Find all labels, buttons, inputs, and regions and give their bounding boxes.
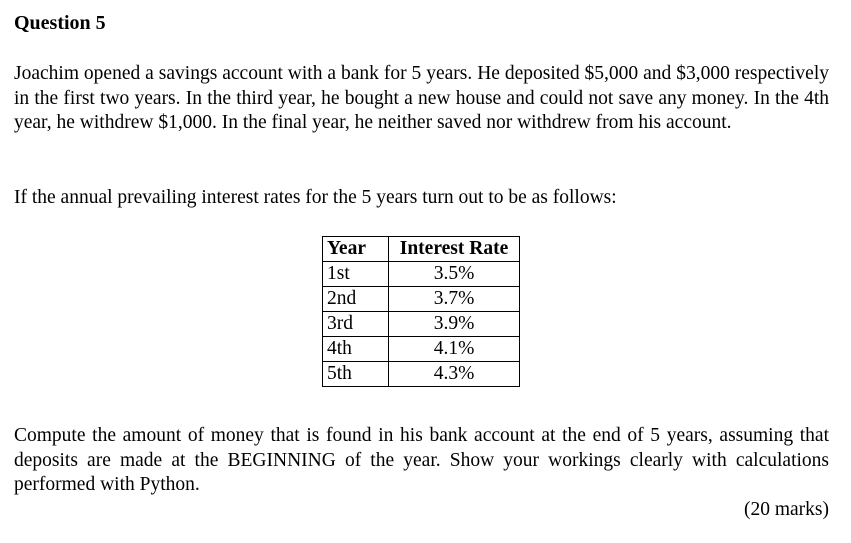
table-cell-rate: 4.1% <box>389 337 520 362</box>
interest-rate-table <box>322 236 520 387</box>
table-cell-year: 2nd <box>323 287 389 312</box>
table-header-year: Year <box>323 237 389 262</box>
table-cell-year: 1st <box>323 262 389 287</box>
table-row <box>323 312 520 337</box>
table-cell-rate: 4.3% <box>389 362 520 387</box>
table-header-row <box>323 237 520 262</box>
table-row <box>323 337 520 362</box>
table-row <box>323 362 520 387</box>
table-cell-year: 4th <box>323 337 389 362</box>
table-cell-rate: 3.5% <box>389 262 520 287</box>
question-paragraph-task: Compute the amount of money that is found in his bank account at the end of 5 years, assuming that deposits are made at the BEGINNING of the year. Show your workings clearly with calculations performed with Python. <box>14 425 829 495</box>
table-cell-rate: 3.9% <box>389 312 520 337</box>
table-cell-year: 5th <box>323 362 389 387</box>
table-cell-rate: 3.7% <box>389 287 520 312</box>
table-cell-year: 3rd <box>323 312 389 337</box>
table-row <box>323 287 520 312</box>
table-header-interest-rate: Interest Rate <box>389 237 520 262</box>
marks-label: (20 marks) <box>743 499 829 520</box>
question-heading: Question 5 <box>14 12 106 34</box>
question-paragraph-rates-intro: If the annual prevailing interest rates for the 5 years turn out to be as follows: <box>14 187 617 208</box>
question-paragraph-scenario: Joachim opened a savings account with a bank for 5 years. He deposited $5,000 and $3,000 respectively in the first two years. In the third year, he bought a new house and could not save any money. In the 4th year, he withdrew $1,000. In the final year, he neither saved nor withdrew from his account. <box>14 63 829 133</box>
table-row <box>323 262 520 287</box>
